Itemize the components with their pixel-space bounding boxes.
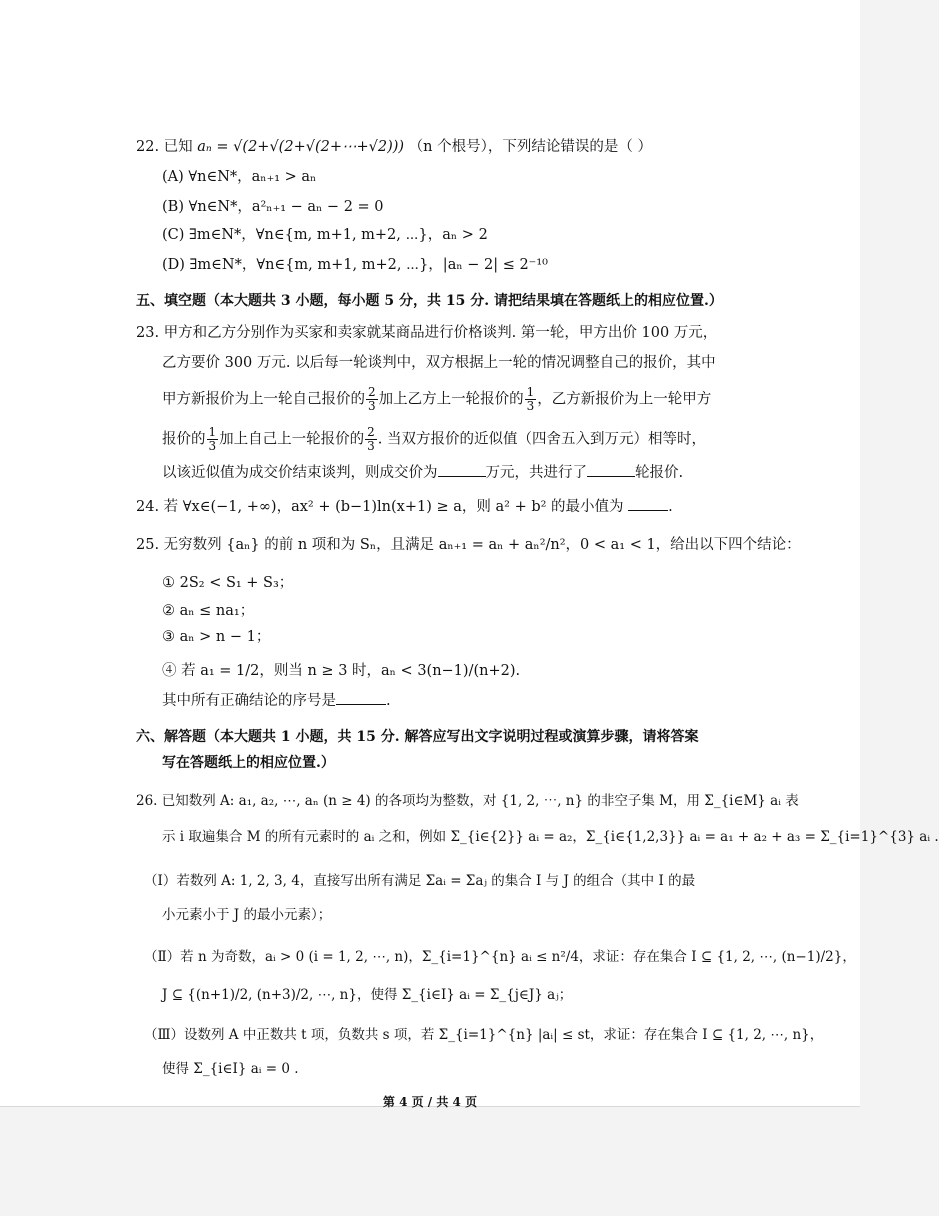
q23-line-1: 23. 甲方和乙方分别作为买家和卖家就某商品进行价格谈判. 第一轮，甲方出价 100 万元， xyxy=(136,325,718,341)
frac-den: 3 xyxy=(368,399,376,413)
frac-den: 3 xyxy=(208,439,217,453)
fraction-2-3 xyxy=(366,386,378,413)
q23-text: ，乙方新报价为上一轮甲方 xyxy=(537,391,712,408)
q26-part-3-cont: 使得 Σ_{i∈I} aᵢ = 0 . xyxy=(162,1061,299,1077)
frac-den: 3 xyxy=(526,399,535,413)
q23-text: 轮报价. xyxy=(635,465,684,481)
q22-number: 22. 已知 xyxy=(136,139,193,155)
answer-blank[interactable] xyxy=(336,690,386,705)
q25-item-3: ③ aₙ > n − 1； xyxy=(162,629,271,645)
q23-line-2: 乙方要价 300 万元. 以后每一轮谈判中，双方根据上一轮的情况调整自己的报价，其中 xyxy=(162,355,716,371)
q25-item-2: ② aₙ ≤ na₁； xyxy=(162,603,255,619)
q23-text: 以该近似值为成交价结束谈判，则成交价为 xyxy=(162,465,438,481)
page-footer: 第 4 页 / 共 4 页 xyxy=(382,1095,478,1109)
q23-text: 加上自己上一轮报价的 xyxy=(219,431,365,448)
q23-text: 加上乙方上一轮报价的 xyxy=(378,391,524,408)
q22-question: （n 个根号），下列结论错误的是（ ） xyxy=(408,139,652,155)
section-6-heading-cont: 写在答题纸上的相应位置.） xyxy=(162,755,335,771)
q23-text: 甲方新报价为上一轮自己报价的 xyxy=(162,391,365,408)
q26-line-2: 示 i 取遍集合 M 的所有元素时的 aᵢ 之和，例如 Σ_{i∈{2}} aᵢ = a₂，Σ_{i∈{1,2,3}} aᵢ = a₁ + a₂ + a₃ = Σ_{i=1}^{3} aᵢ . xyxy=(162,829,939,845)
q22-stem xyxy=(136,136,652,158)
q26-part-1: （Ⅰ）若数列 A: 1, 2, 3, 4，直接写出所有满足 Σaᵢ = Σaⱼ 的集合 I 与 J 的组合（其中 I 的最 xyxy=(144,873,696,889)
q22-option-c: (C) ∃m∈N*，∀n∈{m, m+1, m+2, ⋯}，aₙ > 2 xyxy=(162,227,488,243)
answer-blank[interactable] xyxy=(587,462,635,477)
frac-num: 2 xyxy=(368,385,376,399)
q23-text: 万元，共进行了 xyxy=(485,465,587,481)
q25-item-4: ④ 若 a₁ = 1/2，则当 n ≥ 3 时，aₙ < 3(n−1)/(n+2). xyxy=(162,663,521,679)
q25-stem: 25. 无穷数列 {aₙ} 的前 n 项和为 Sₙ，且满足 aₙ₊₁ = aₙ + aₙ²/n²，0 < a₁ < 1，给出以下四个结论： xyxy=(136,537,801,553)
frac-num: 1 xyxy=(208,425,217,439)
q25-item-1: ① 2S₂ < S₁ + S₃； xyxy=(162,575,294,591)
q22-option-a: (A) ∀n∈N*，aₙ₊₁ > aₙ xyxy=(162,169,317,185)
q26-part-1-cont: 小元素小于 J 的最小元素）； xyxy=(162,907,332,923)
section-5-heading: 五、填空题（本大题共 3 小题，每小题 5 分，共 15 分. 请把结果填在答题纸上的相应位置.） xyxy=(136,293,723,309)
q24 xyxy=(136,496,673,518)
frac-den: 3 xyxy=(367,439,375,453)
section-6-heading: 六、解答题（本大题共 1 小题，共 15 分. 解答应写出文字说明过程或演算步骤，请将答案 xyxy=(136,729,699,745)
q26-line-1: 26. 已知数列 A: a₁, a₂, ⋯, aₙ (n ≥ 4) 的各项均为整数，对 {1, 2, ⋯, n} 的非空子集 M，用 Σ_{i∈M} aᵢ 表 xyxy=(136,793,799,809)
q24-text: 24. 若 ∀x∈(−1, +∞)，ax² + (b−1)ln(x+1) ≥ a，则 a² + b² 的最小值为 xyxy=(136,499,624,515)
q22-option-b: (B) ∀n∈N*，a²ₙ₊₁ − aₙ − 2 = 0 xyxy=(162,199,384,215)
q25-ask xyxy=(162,690,391,712)
frac-num: 1 xyxy=(526,385,535,399)
q23-text: 报价的 xyxy=(162,431,206,448)
q22-option-d: (D) ∃m∈N*，∀n∈{m, m+1, m+2, ⋯}，|aₙ − 2| ≤ 2⁻¹⁰ xyxy=(162,257,548,273)
q25-period: . xyxy=(386,693,391,709)
fraction-1-3 xyxy=(207,426,219,453)
q26-part-3: （Ⅲ）设数列 A 中正数共 t 项，负数共 s 项，若 Σ_{i=1}^{n} |aᵢ| ≤ st，求证：存在集合 I ⊆ {1, 2, ⋯, n}， xyxy=(144,1027,824,1043)
frac-num: 2 xyxy=(367,425,375,439)
q23-line-3 xyxy=(162,386,711,413)
q22-formula: aₙ = √(2+√(2+√(2+⋯+√2))) xyxy=(197,139,405,155)
q23-text: . 当双方报价的近似值（四舍五入到万元）相等时， xyxy=(377,431,706,448)
q26-part-2-cont: J ⊆ {(n+1)/2, (n+3)/2, ⋯, n}，使得 Σ_{i∈I} aᵢ = Σ_{j∈J} aⱼ； xyxy=(162,987,573,1003)
q25-ask-text: 其中所有正确结论的序号是 xyxy=(162,693,336,709)
q23-line-5 xyxy=(162,462,683,484)
answer-blank[interactable] xyxy=(438,462,486,477)
q24-period: . xyxy=(668,499,673,515)
answer-blank[interactable] xyxy=(628,496,668,511)
q26-part-2: （Ⅱ）若 n 为奇数，aᵢ > 0 (i = 1, 2, ⋯, n)，Σ_{i=1}^{n} aᵢ ≤ n²/4，求证：存在集合 I ⊆ {1, 2, ⋯, (n−1)/2}， xyxy=(144,949,856,965)
fraction-2-3 xyxy=(365,426,377,453)
fraction-1-3 xyxy=(525,386,537,413)
q23-line-4 xyxy=(162,426,706,453)
